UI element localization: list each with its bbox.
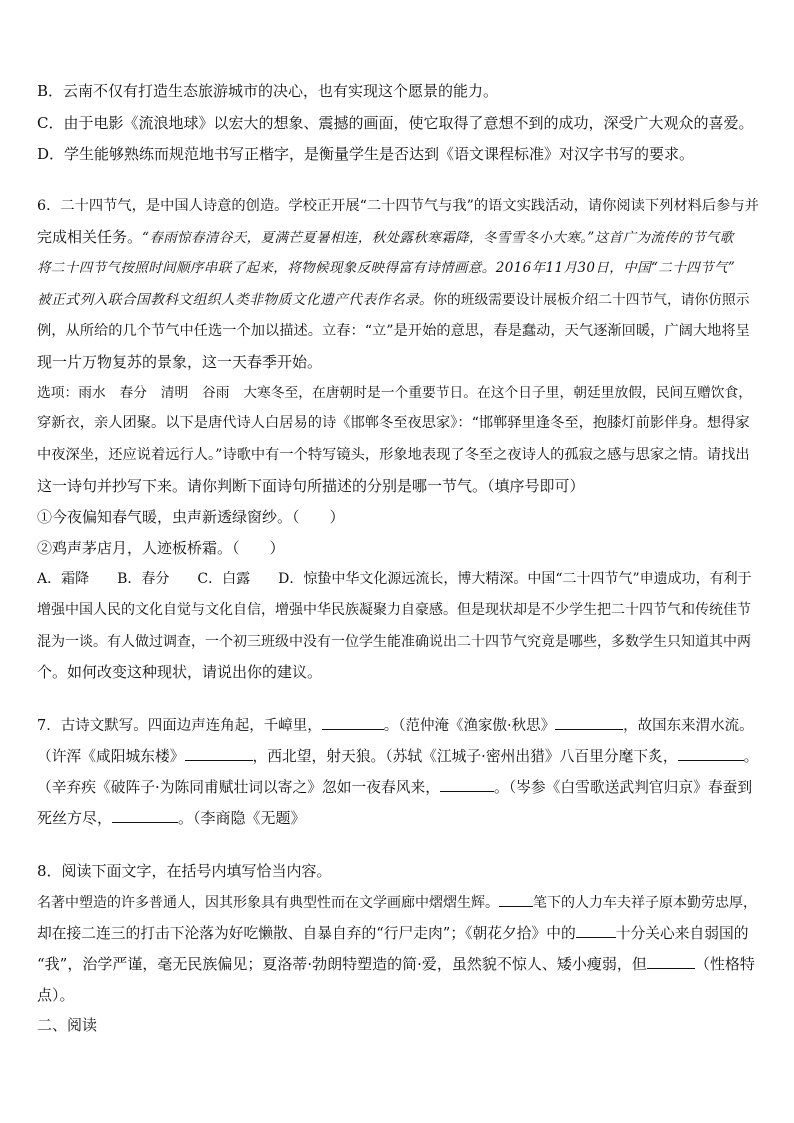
q6-line-7: 选项：雨水 春分 清明 谷雨 大寒冬至，在唐朝时是一个重要节日。在这个日子里，朝廷里放假，民间互赠饮食， xyxy=(37,385,753,401)
q7-line-3-text-b: 。（岑参《白雪歌送武判官归京》春蚕到 xyxy=(493,779,753,796)
q5-option-c: C．由于电影《流浪地球》以宏大的想象、震撼的画面，使它取得了意想不到的成功，深受广大观众的喜爱。 xyxy=(37,114,754,132)
q8-line-4 xyxy=(37,954,755,974)
q6-line-4-text: 你的班级需要设计展板介绍二十四节气，请你仿照示 xyxy=(433,292,750,308)
q7-blank-6[interactable] xyxy=(112,808,178,823)
q8-line-2-text-b: 笔下的人力车夫祥子原本勤劳忠厚， xyxy=(533,895,757,911)
q8-line-2 xyxy=(37,892,757,913)
q7-line-3-text-a: （辛弃疾《破阵子·为陈同甫赋壮词以寄之》忽如一夜春风来， xyxy=(37,779,440,796)
q8-line-2-text-a: 名著中塑造的许多普通人，因其形象具有典型性而在文学画廊中熠熠生辉。 xyxy=(37,895,499,911)
q7-line-1-text-c: ，故国东来渭水流。 xyxy=(623,718,754,734)
q8-line-3 xyxy=(37,923,748,944)
q6-line-4 xyxy=(37,290,749,310)
q7-line-1 xyxy=(37,715,754,736)
q6-line-13: A．霜降 B．春分 C．白露 D．惊蛰中华文化源远流长，博大精深。中国“二十四节气”申遗成功，有利于 xyxy=(37,571,752,587)
q6-line-3: 将二十四节气按照时间顺序串联了起来，将物候现象反映得富有诗情画意。2016年11月30日，中国“二十四节气” xyxy=(37,260,736,276)
q6-line-16: 个。如何改变这种现状，请说出你的建议。 xyxy=(37,663,323,681)
q7-blank-3[interactable] xyxy=(185,746,253,761)
q6-line-14: 增强中国人民的文化自觉与文化自信，增强中华民族凝聚力自豪感。但是现状却是不少学生把二十四节气和传统佳节 xyxy=(37,602,751,618)
q7-line-2-text-c: 。 xyxy=(743,748,759,765)
q5-option-d: D．学生能够熟练而规范地书写正楷字，是衡量学生是否达到《语文课程标准》对汉字书写的要求。 xyxy=(37,145,695,163)
q6-line-6: 现一片万物复苏的景象，这一天春季开始。 xyxy=(37,353,323,371)
q8-line-3-text-b: 十分关心来自弱国的 xyxy=(615,925,749,942)
q5-option-b: B．云南不仅有打造生态旅游城市的决心，也有实现这个愿景的能力。 xyxy=(37,82,499,100)
q7-blank-1[interactable] xyxy=(322,715,384,730)
q7-line-1-text-b: 。（范仲淹《渔家傲·秋思》 xyxy=(383,718,556,734)
q7-line-2 xyxy=(37,746,758,767)
q6-line-9: 中夜深坐，还应说着远行人。”诗歌中有一个特写镜头，形象地表现了冬至之夜诗人的孤寂之感与思家之情。请找出 xyxy=(37,447,750,463)
q6-line-12: ②鸡声茅店月，人迹板桥霜。（ ） xyxy=(37,539,285,557)
q8-line-4-text-b: （性格特 xyxy=(694,955,755,973)
q6-line-11: ①今夜偏知春气暖，虫声新透绿窗纱。（ ） xyxy=(37,508,345,526)
q8-line-3-text-a: 却在接二连三的打击下沦落为好吃懒散、自暴自弃的“行尸走肉”；《朝花夕拾》中的 xyxy=(37,925,576,942)
q8-blank-1[interactable] xyxy=(499,892,533,907)
q6-line-5: 例，从所给的几个节气中任选一个加以描述。立春：“立”是开始的意思，春是蠢动，天气逐渐回暖，广阔大地将呈 xyxy=(37,323,750,339)
q6-line-4-cursive: 被正式列入联合国教科文组织人类非物质文化遗产代表作名录。 xyxy=(37,292,434,308)
q6-line-2 xyxy=(37,227,734,248)
q7-line-3 xyxy=(37,777,752,798)
q8-line-4-text-a: “我”，治学严谨，毫无民族偏见；夏洛蒂·勃朗特塑造的简·爱，虽然貌不惊人、矮小瘦弱，但 xyxy=(37,955,647,973)
q7-line-4-text-b: 。（李商隐《无题》 xyxy=(178,809,306,827)
q6-solar-term-song: “春雨惊春清谷天，夏满芒夏暑相连，秋处露秋寒霜降，冬雪雪冬小大寒。”这首广为流传的节气歌 xyxy=(142,230,734,246)
q7-line-2-text-b: ，西北望，射天狼。（苏轼《江城子·密州出猎》八百里分麾下炙， xyxy=(252,748,678,765)
q8-line-5: 点）。 xyxy=(37,986,75,1004)
q6-line-2-text: 完成相关任务。 xyxy=(37,228,143,246)
q6-line-8: 穿新衣，亲人团聚。以下是唐代诗人白居易的诗《邯郸冬至夜思家》：“邯郸驿里逢冬至，抱膝灯前影伴身。想得家 xyxy=(37,415,750,431)
q7-line-4 xyxy=(37,808,306,828)
q7-blank-5[interactable] xyxy=(440,777,494,792)
q7-line-1-text-a: 7．古诗文默写。四面边声连角起，千嶂里， xyxy=(37,718,322,734)
q7-blank-4[interactable] xyxy=(678,746,744,761)
q7-line-4-text-a: 死丝方尽， xyxy=(37,809,113,827)
q6-line-1: 6．二十四节气，是中国人诗意的创造。学校正开展“二十四节气与我”的语文实践活动，请你阅读下列材料后参与并 xyxy=(37,198,759,214)
q6-line-15: 混为一谈。有人做过调查，一个初三班级中没有一位学生能准确说出二十四节气究竟是哪些，多数学生只知道其中两 xyxy=(37,634,751,650)
q7-blank-2[interactable] xyxy=(555,715,623,730)
section-heading-reading: 二、阅读 xyxy=(37,1016,98,1034)
q6-line-10: 这一诗句并抄写下来。请你判断下面诗句所描述的分别是哪一节气。（填序号即可） xyxy=(37,477,585,495)
q8-blank-2[interactable] xyxy=(576,923,616,938)
q8-line-1: 8．阅读下面文字，在括号内填写恰当内容。 xyxy=(37,862,332,880)
q8-blank-3[interactable] xyxy=(647,954,695,969)
q7-line-2-text-a: （许浑《咸阳城东楼》 xyxy=(37,748,185,765)
